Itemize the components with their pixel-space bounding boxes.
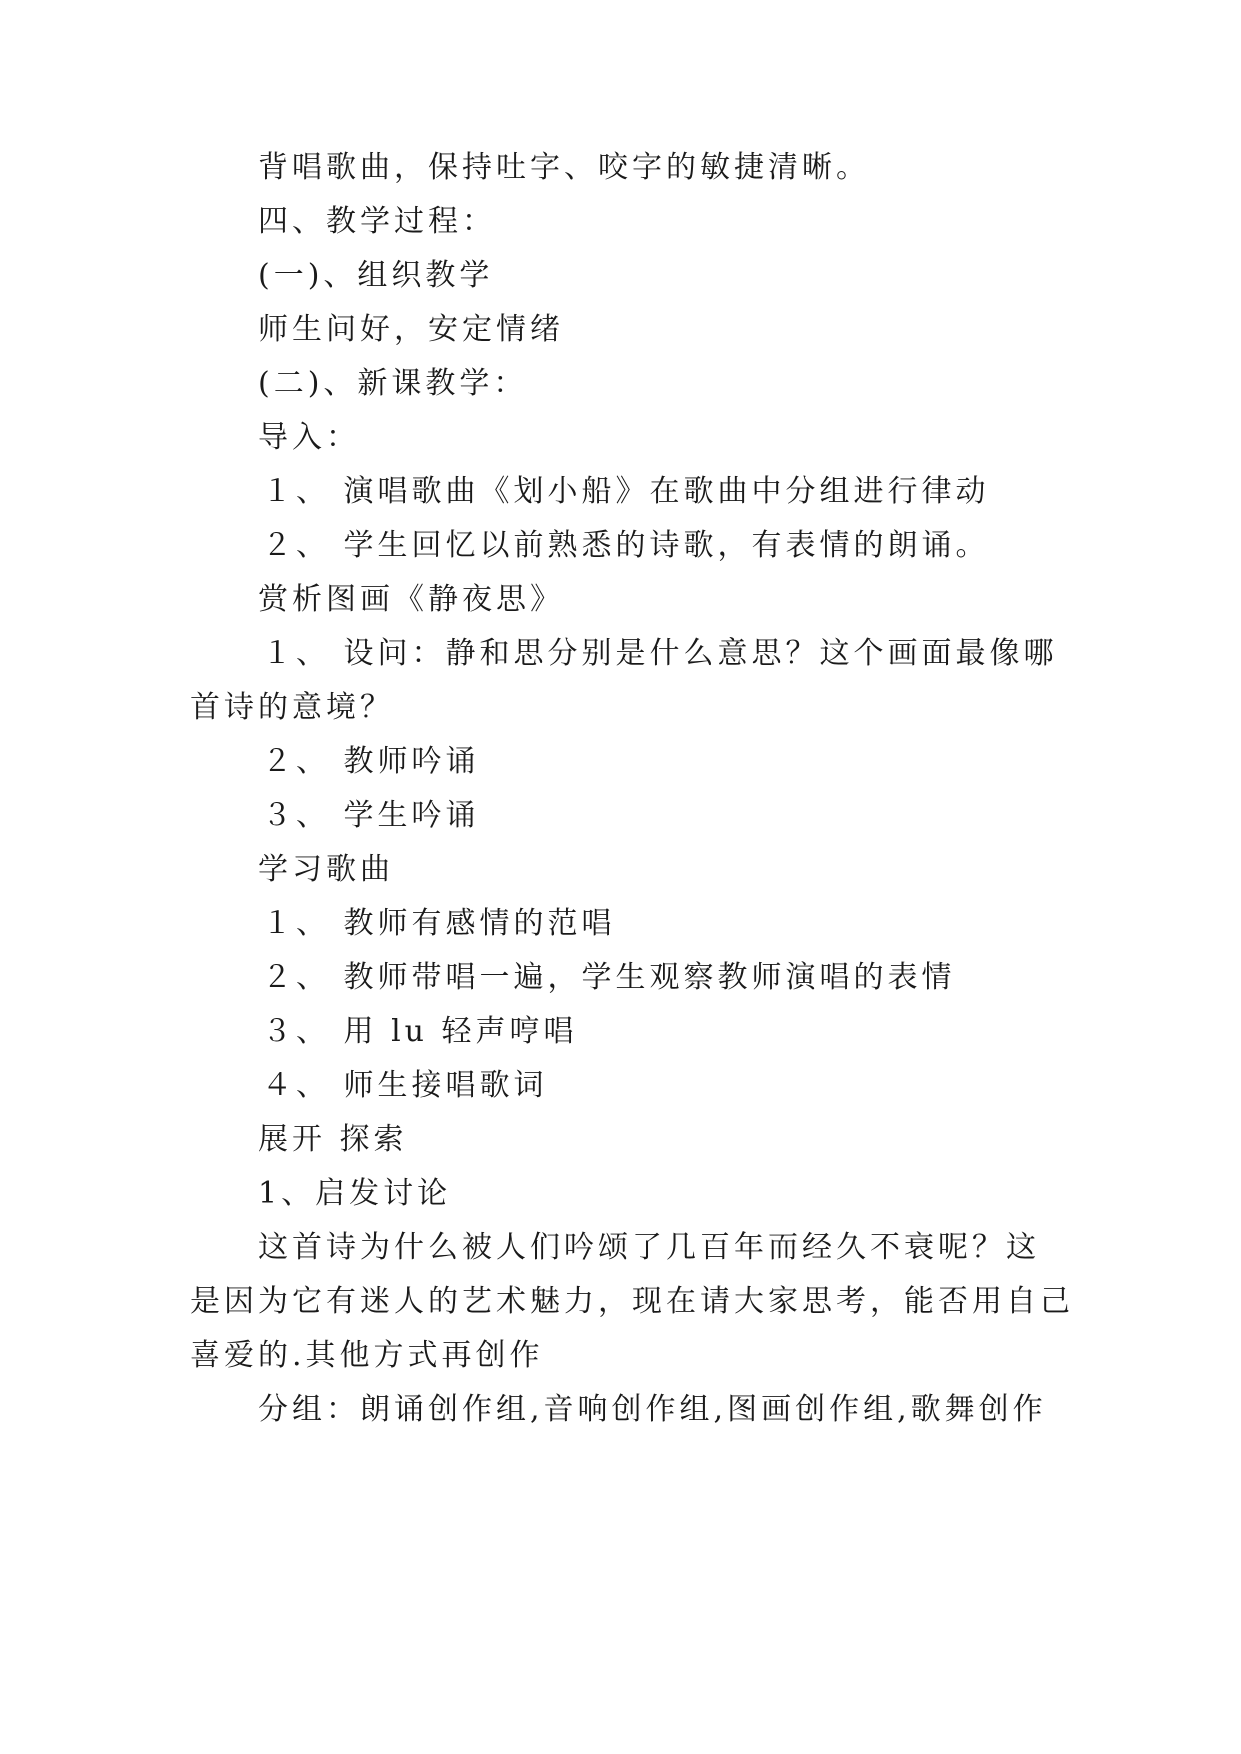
text-line: 1、启发讨论: [258, 1176, 452, 1211]
section-heading: 四、教学过程：: [258, 204, 496, 239]
numbered-item: ２、 教师带唱一遍，学生观察教师演唱的表情: [262, 960, 956, 995]
numbered-item: ３、 用 lu 轻声哼唱: [262, 1014, 578, 1049]
text-line: 背唱歌曲，保持吐字、咬字的敏捷清晰。: [258, 150, 870, 185]
text-line: 首诗的意境？: [190, 690, 394, 725]
numbered-item: １、 演唱歌曲《划小船》在歌曲中分组进行律动: [262, 474, 990, 509]
text-line: 师生问好，安定情绪: [258, 312, 564, 347]
subsection-heading: (一)、组织教学: [258, 258, 494, 293]
numbered-item: ２、 学生回忆以前熟悉的诗歌，有表情的朗诵。: [262, 528, 990, 563]
numbered-item: ４、 师生接唱歌词: [262, 1068, 548, 1103]
numbered-item: １、 设问：静和思分别是什么意思？这个画面最像哪: [262, 636, 1058, 671]
text-line: 学习歌曲: [258, 852, 394, 887]
paragraph-line: 是因为它有迷人的艺术魅力，现在请大家思考，能否用自己: [190, 1284, 1074, 1319]
text-line: 导入：: [258, 420, 360, 455]
text-line: 赏析图画《静夜思》: [258, 582, 564, 617]
text-line: 展开 探索: [258, 1122, 408, 1157]
paragraph-line: 分组：朗诵创作组,音响创作组,图画创作组,歌舞创作: [258, 1392, 1047, 1427]
paragraph-line: 这首诗为什么被人们吟颂了几百年而经久不衰呢？这: [258, 1230, 1040, 1265]
numbered-item: １、 教师有感情的范唱: [262, 906, 616, 941]
subsection-heading: (二)、新课教学：: [258, 366, 528, 401]
numbered-item: ３、 学生吟诵: [262, 798, 480, 833]
numbered-item: ２、 教师吟诵: [262, 744, 480, 779]
paragraph-line: 喜爱的.其他方式再创作: [190, 1338, 544, 1373]
